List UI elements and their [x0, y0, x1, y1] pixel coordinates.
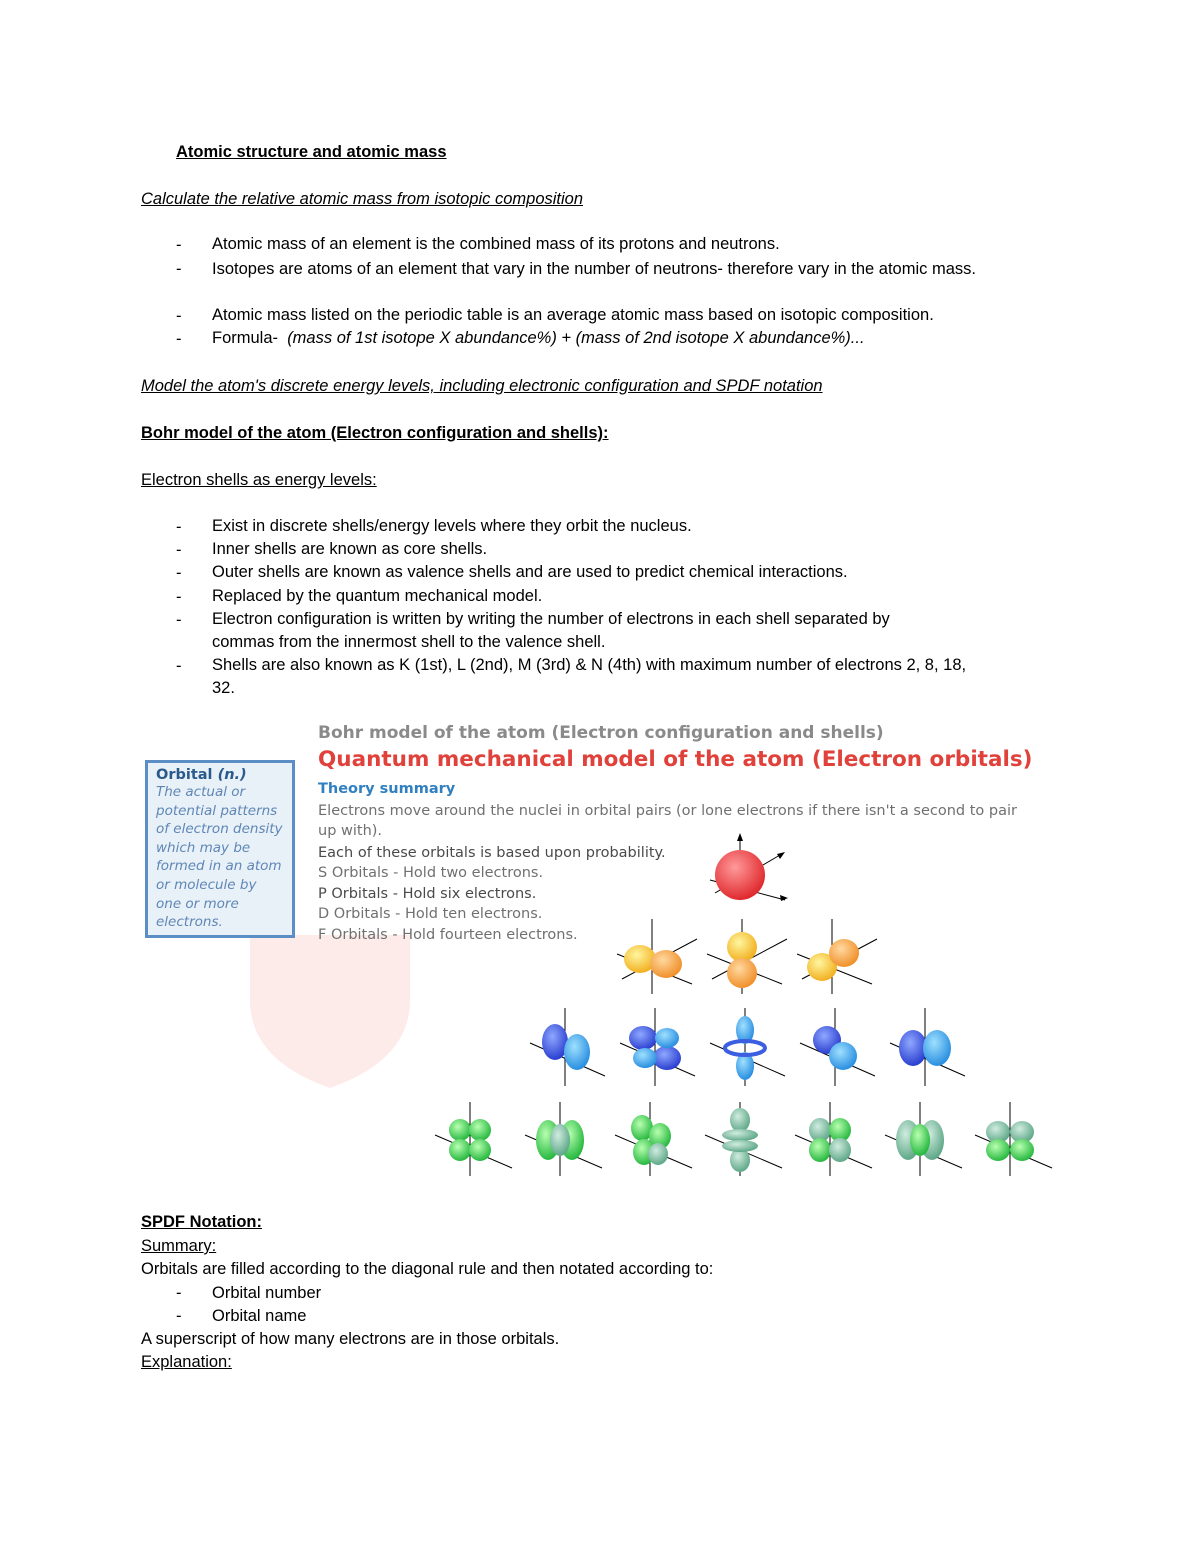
list-item: Orbital name	[212, 1307, 307, 1325]
list-item: Replaced by the quantum mechanical model.	[212, 587, 543, 605]
spdf-heading: SPDF Notation:	[141, 1213, 262, 1231]
figure-heading-faded: Bohr model of the atom (Electron configuration and shells)	[318, 723, 884, 743]
list-item: Atomic mass listed on the periodic table is an average atomic mass based on isotopic composition.	[212, 306, 934, 324]
p-orbitals-icon	[617, 919, 877, 994]
list-item: Exist in discrete shells/energy levels where they orbit the nucleus.	[212, 517, 692, 535]
spdf-intro: Orbitals are filled according to the diagonal rule and then notated according to:	[141, 1260, 714, 1278]
orbital-p-text: P Orbitals - Hold six electrons.	[318, 886, 537, 902]
f-orbitals-icon	[435, 1102, 1052, 1176]
page-title: Atomic structure and atomic mass	[176, 143, 447, 161]
theory-line: Each of these orbitals is based upon probability.	[318, 845, 666, 861]
list-item: Orbital number	[212, 1284, 322, 1302]
list-item: Electron configuration is written by writing the number of electrons in each shell separated by commas from the innermost shell to the valence shell.	[212, 610, 890, 651]
list-item: Shells are also known as K (1st), L (2nd), M (3rd) & N (4th) with maximum number of electrons 2, 8, 18, 32.	[212, 656, 967, 697]
orbital-shapes-diagram	[140, 715, 1060, 1185]
theory-line: up with).	[318, 823, 383, 839]
orbital-f-text: F Orbitals - Hold fourteen electrons.	[318, 927, 578, 943]
explanation-label: Explanation:	[141, 1353, 232, 1371]
s-orbital-icon	[710, 833, 788, 901]
list-item: Inner shells are known as core shells.	[212, 540, 488, 558]
orbitals-figure	[140, 715, 1060, 1185]
orbital-d-text: D Orbitals - Hold ten electrons.	[318, 906, 543, 922]
theory-summary-label: Theory summary	[318, 781, 456, 797]
summary-label: Summary:	[141, 1237, 217, 1255]
list-item: Isotopes are atoms of an element that vary in the number of neutrons- therefore vary in the atomic mass.	[212, 260, 976, 278]
figure-heading: Quantum mechanical model of the atom (Electron orbitals)	[318, 747, 1033, 772]
theory-line: Electrons move around the nuclei in orbital pairs (or lone electrons if there isn't a second to pair	[318, 803, 1017, 819]
list-item: Outer shells are known as valence shells and are used to predict chemical interactions.	[212, 563, 848, 581]
orbital-s-text: S Orbitals - Hold two electrons.	[318, 865, 544, 881]
section1-subtitle: Calculate the relative atomic mass from isotopic composition	[141, 190, 584, 208]
orbital-box-definition: The actual or potential patterns of electron density which may be formed in an atom or molecule by one or more electrons.	[156, 784, 283, 931]
section2-subtitle: Model the atom's discrete energy levels, including electronic configuration and SPDF notation	[141, 377, 823, 395]
superscript-note: A superscript of how many electrons are in those orbitals.	[141, 1330, 560, 1348]
bohr-heading: Bohr model of the atom (Electron configuration and shells):	[141, 424, 609, 442]
orbital-box-title: Orbital (n.)	[156, 767, 247, 783]
formula-item	[212, 327, 1002, 350]
shells-label: Electron shells as energy levels:	[141, 471, 377, 489]
formula-text: (mass of 1st isotope X abundance%) + (mass of 2nd isotope X abundance%)...	[287, 329, 865, 347]
formula-label: Formula-	[212, 329, 279, 347]
d-orbitals-icon	[530, 1008, 965, 1086]
list-item: Atomic mass of an element is the combined mass of its protons and neutrons.	[212, 235, 780, 253]
